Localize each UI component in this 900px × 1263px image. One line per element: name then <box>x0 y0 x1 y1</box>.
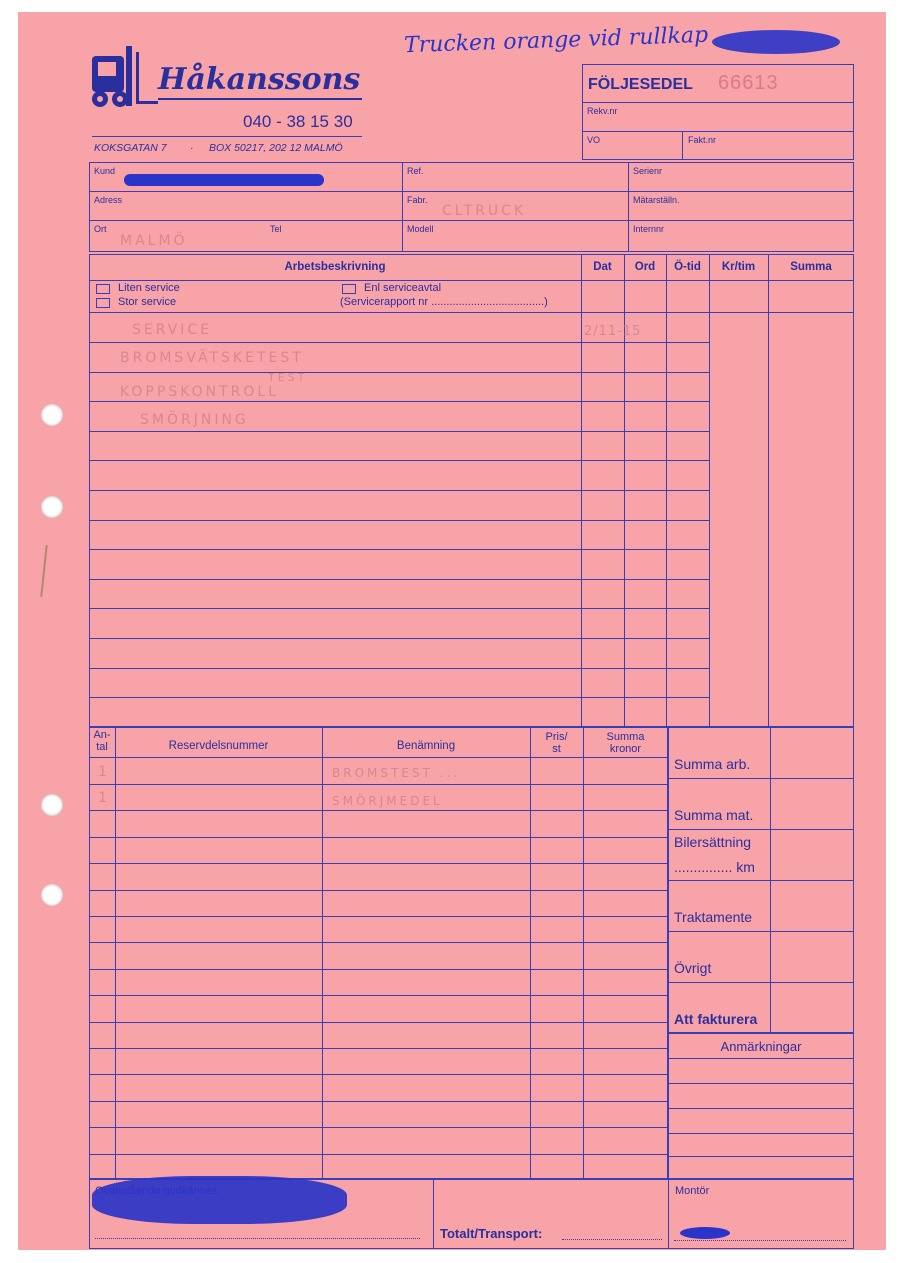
col-dat: Dat <box>593 261 612 273</box>
box-address: BOX 50217, 202 12 MALMÖ <box>209 142 343 154</box>
fabr-label: Fabr. <box>407 195 428 205</box>
work-entry-date: 2/11-15 <box>584 324 642 339</box>
summa-arb-label: Summa arb. <box>674 756 751 772</box>
work-row-line <box>89 490 709 491</box>
work-entry: SERVICE <box>132 322 213 338</box>
parts-row-line <box>89 863 668 864</box>
punch-hole <box>41 404 63 426</box>
part-antal: 1 <box>98 790 110 806</box>
adress-label: Adress <box>94 195 123 205</box>
liten-service-label: Liten service <box>118 282 180 294</box>
work-entry: SMÖRJNING <box>140 412 249 428</box>
ort-label: Ort <box>94 224 107 234</box>
tel-label: Tel <box>270 224 282 234</box>
bilersattning-label: Bilersättning <box>674 834 752 850</box>
servicerapport-label: (Servicerapport nr .....................................) <box>340 296 548 308</box>
parts-row-line <box>89 1101 668 1102</box>
internnr-label: Internnr <box>633 224 665 234</box>
signature-line <box>95 1238 420 1239</box>
col-summa: Summa <box>790 261 832 273</box>
serienr-label: Serienr <box>633 166 663 176</box>
parts-row-line <box>89 1154 668 1155</box>
parts-row-line <box>89 1127 668 1128</box>
part-antal: 1 <box>98 764 110 780</box>
company-name: Håkanssons <box>158 62 361 97</box>
col-reservdelsnummer: Reservdelsnummer <box>168 740 269 752</box>
phone-number: 040 - 38 15 30 <box>243 112 353 131</box>
work-row-line <box>89 431 709 432</box>
form-title: FÖLJESEDEL <box>588 76 693 93</box>
liten-service-checkbox[interactable] <box>96 284 110 294</box>
fakt-label: Fakt.nr <box>688 135 717 145</box>
col-benamning: Benämning <box>396 740 456 752</box>
logo-underline <box>158 98 362 100</box>
work-row-line <box>89 608 709 609</box>
work-entry: BROMSVÄTSKETEST <box>120 350 304 366</box>
parts-row-line <box>89 837 668 838</box>
traktamente-label: Traktamente <box>674 909 753 925</box>
work-row-line <box>89 342 709 343</box>
col-summa-kronor: Summa kronor <box>606 731 645 755</box>
montor-line <box>674 1240 846 1241</box>
montor-label: Montör <box>675 1185 710 1197</box>
work-row-line <box>89 668 709 669</box>
ort-value: MALMÖ <box>120 233 188 249</box>
stor-service-label: Stor service <box>118 296 177 308</box>
col-antal: An- tal <box>93 729 111 753</box>
parts-row-line <box>89 810 668 811</box>
street-address: KOKSGATAN 7 <box>94 142 167 154</box>
modell-label: Modell <box>407 224 434 234</box>
work-row-line <box>89 520 709 521</box>
kund-label: Kund <box>94 166 116 176</box>
work-entry-extra: TEST <box>268 371 308 384</box>
totalt-line <box>562 1239 662 1240</box>
anmarkningar-block <box>668 1033 854 1179</box>
work-row-line <box>89 460 709 461</box>
handwritten-note: Trucken orange vid rullkap <box>403 22 709 59</box>
work-row-line <box>89 372 709 373</box>
col-krtim: Kr/tim <box>721 261 756 273</box>
punch-hole <box>41 884 63 906</box>
scribble-redaction <box>712 30 840 54</box>
enl-serviceavtal-label: Enl serviceavtal <box>364 282 442 294</box>
enl-serviceavtal-checkbox[interactable] <box>342 284 356 294</box>
km-label: ............... km <box>674 859 755 875</box>
part-benamning: SMÖRJMEDEL <box>332 794 443 808</box>
fabr-value: CLTRUCK <box>442 203 527 219</box>
work-row-line <box>89 579 709 580</box>
parts-row-line <box>89 916 668 917</box>
part-benamning: BROMSTEST ... <box>332 766 461 780</box>
punch-hole <box>41 496 63 518</box>
parts-row-line <box>89 995 668 996</box>
parts-row-line <box>89 942 668 943</box>
ovrigt-label: Övrigt <box>674 960 712 976</box>
parts-row-line <box>89 1022 668 1023</box>
vo-label: VO <box>587 135 601 145</box>
work-entry: KOPPSKONTROLL <box>120 384 280 400</box>
work-row-line <box>89 401 709 402</box>
form-number: 66613 <box>718 72 779 94</box>
ref-label: Ref. <box>407 166 424 176</box>
anmarkningar-label: Anmärkningar <box>720 1039 802 1054</box>
parts-row-line <box>89 1074 668 1075</box>
rekv-label: Rekv.nr <box>587 106 618 116</box>
montor-scribble <box>680 1227 730 1239</box>
address-separator: · <box>190 142 194 154</box>
totalt-label: Totalt/Transport: <box>440 1226 543 1241</box>
work-row-line <box>89 697 709 698</box>
parts-row-line <box>89 784 668 785</box>
work-row-line <box>89 549 709 550</box>
att-fakturera-label: Att fakturera <box>674 1011 758 1027</box>
col-ord: Ord <box>634 261 656 273</box>
col-otid: Ö-tid <box>674 261 701 273</box>
parts-row-line <box>89 890 668 891</box>
punch-hole <box>41 794 63 816</box>
signature-redaction <box>92 1176 347 1224</box>
matarstalln-label: Mätarställn. <box>633 195 680 205</box>
parts-row-line <box>89 1048 668 1049</box>
col-pris: Pris/ st <box>545 731 568 755</box>
parts-row-line <box>89 969 668 970</box>
col-arbetsbeskrivning: Arbetsbeskrivning <box>284 261 386 273</box>
forklift-icon <box>90 44 162 114</box>
summa-mat-label: Summa mat. <box>674 807 754 823</box>
kund-redaction <box>124 174 324 186</box>
work-row-line <box>89 638 709 639</box>
stor-service-checkbox[interactable] <box>96 298 110 308</box>
